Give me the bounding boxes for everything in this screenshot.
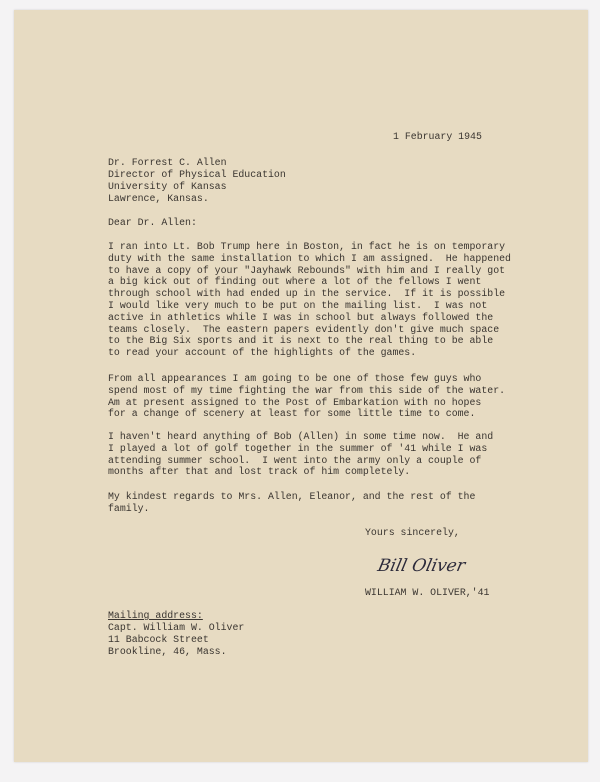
mailing-label: Mailing address: [108,610,203,621]
salutation: Dear Dr. Allen: [108,217,197,228]
handwritten-signature: Bill Oliver [375,556,467,576]
closing: Yours sincerely, [365,527,460,538]
mailing-line: 11 Babcock Street [108,634,209,645]
recipient-line: University of Kansas [108,181,227,192]
recipient-line: Director of Physical Education [108,169,286,180]
letter-date: 1 February 1945 [393,131,482,142]
mailing-line: Brookline, 46, Mass. [108,646,227,657]
signer-name: WILLIAM W. OLIVER,'41 [365,587,490,598]
recipient-line: Lawrence, Kansas. [108,193,209,204]
body-paragraph: I haven't heard anything of Bob (Allen) in some time now. He and I played a lot of golf together in the summer of '41 while I was attending summer school. I went into the army only a couple of months after that and lost track of him completely. [108,431,494,478]
body-paragraph: My kindest regards to Mrs. Allen, Eleanor, and the rest of the family. [108,491,476,514]
recipient-line: Dr. Forrest C. Allen [108,157,227,168]
body-paragraph: From all appearances I am going to be one of those few guys who spend most of my time fighting the war from this side of the water. Am at present assigned to the Post of Embarkation with no hopes for a change of scenery at least for some little time to come. [108,373,506,420]
mailing-line: Capt. William W. Oliver [108,622,245,633]
body-paragraph: I ran into Lt. Bob Trump here in Boston, in fact he is on temporary duty with the same installation to which I am assigned. He happened to have a copy of your "Jayhawk Rebounds" with him and I really got a big kick out of finding out where a lot of the fellows I went through school with had ended up in the service. If it is possible I would like very much to be put on the mailing list. I was not active in athletics while I was in school but always followed the teams closely. The eastern papers evidently don't give much space to the Big Six sports and it is next to the real thing to be able to read your account of the highlights of the games. [108,241,511,359]
